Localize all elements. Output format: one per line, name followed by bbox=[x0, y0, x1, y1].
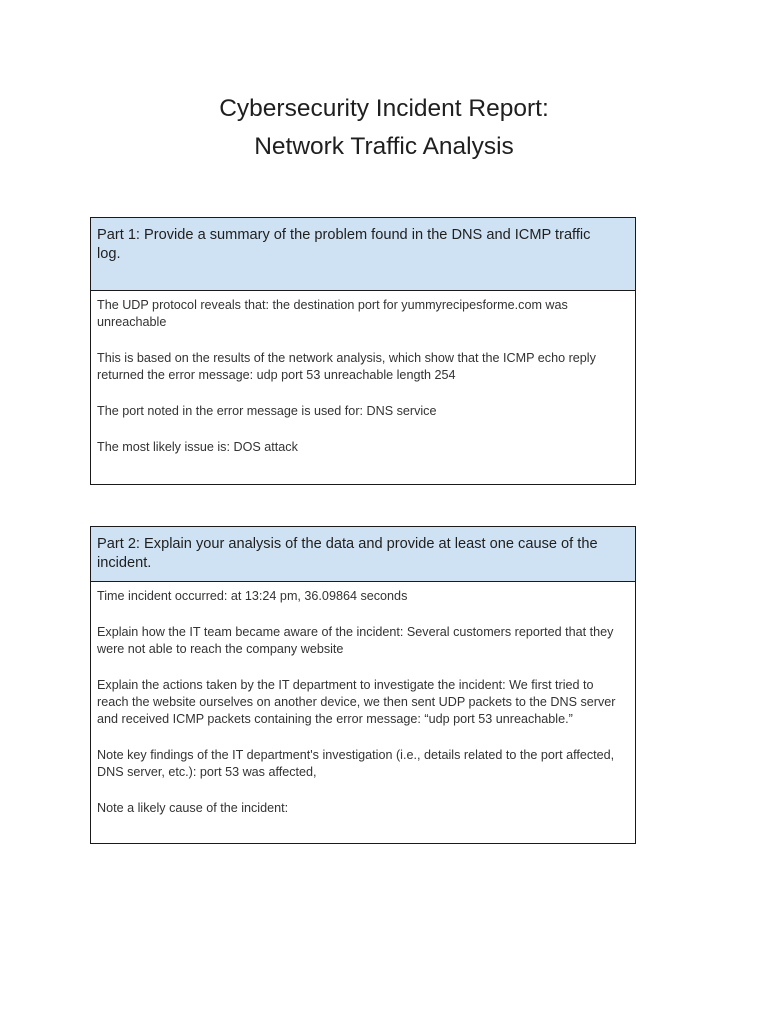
part-2-paragraph: Note key findings of the IT department's investigation (i.e., details related to the port affected, DNS server, etc.): port 53 was affected, bbox=[97, 748, 615, 779]
document-title-line-2: Network Traffic Analysis bbox=[254, 133, 514, 160]
part-1-paragraph: The port noted in the error message is used for: DNS service bbox=[97, 404, 437, 418]
part-1-paragraph: This is based on the results of the network analysis, which show that the ICMP echo reply returned the error message: udp port 53 unreachable length 254 bbox=[97, 351, 596, 382]
part-1-paragraph: The UDP protocol reveals that: the destination port for yummyrecipesforme.com was unreachable bbox=[97, 298, 568, 329]
part-2-paragraph: Explain how the IT team became aware of the incident: Several customers reported that they were not able to reach the company website bbox=[97, 625, 614, 656]
part-2-paragraph: Explain the actions taken by the IT department to investigate the incident: We first tried to reach the website ourselves on another device, we then sent UDP packets to the DNS server and received ICMP packets containing the error message: “udp port 53 unreachable.” bbox=[97, 678, 616, 726]
part-2-paragraph: Time incident occurred: at 13:24 pm, 36.09864 seconds bbox=[97, 589, 408, 603]
part-1-paragraph: The most likely issue is: DOS attack bbox=[97, 440, 298, 454]
part-2-paragraph: Note a likely cause of the incident: bbox=[97, 801, 289, 815]
part-1-header: Part 1: Provide a summary of the problem found in the DNS and ICMP traffic log. bbox=[91, 218, 635, 291]
document-title-line-1: Cybersecurity Incident Report: bbox=[219, 95, 549, 122]
part-1-body bbox=[91, 291, 635, 456]
part-2-header: Part 2: Explain your analysis of the data and provide at least one cause of the incident. bbox=[91, 527, 635, 582]
part-2-table bbox=[90, 526, 636, 844]
document-title bbox=[0, 90, 768, 166]
part-1-table bbox=[90, 217, 636, 485]
part-2-body bbox=[91, 582, 635, 817]
